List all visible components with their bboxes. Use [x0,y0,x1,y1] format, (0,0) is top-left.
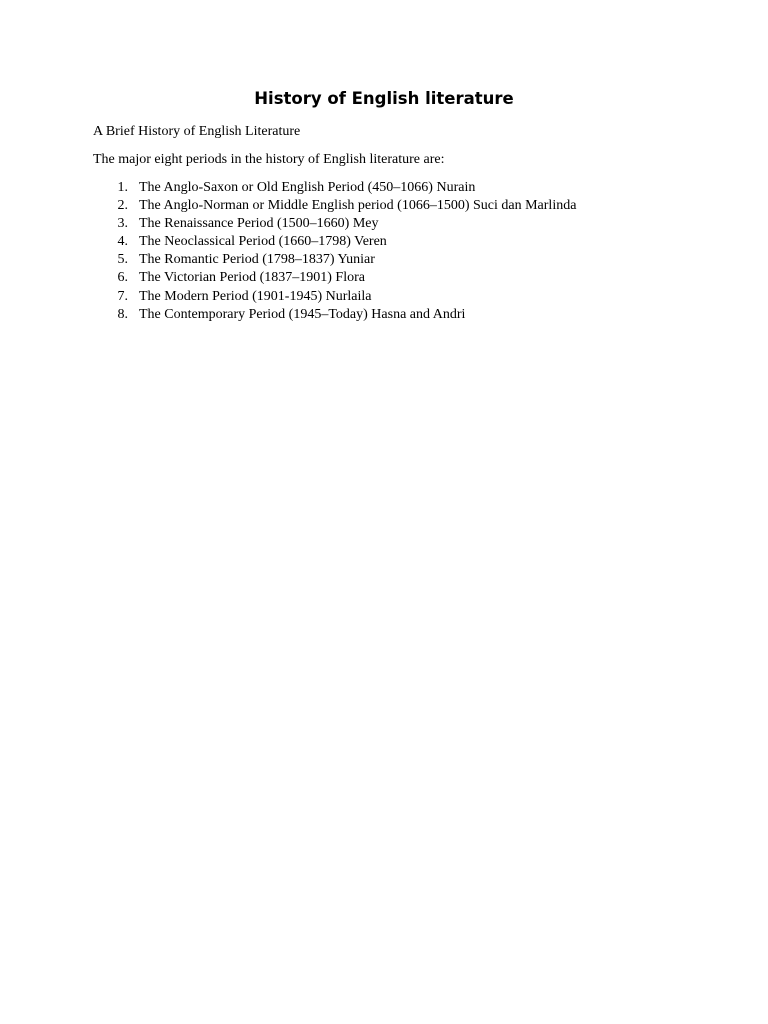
list-item-text: The Renaissance Period (1500–1660) Mey [139,216,379,232]
list-item-number: 6. [117,270,128,286]
list-item-number: 5. [117,252,128,268]
list-item-number: 2. [117,198,128,214]
list-item-text: The Anglo-Saxon or Old English Period (450–1066) Nurain [139,180,476,195]
list-item-text: The Victorian Period (1837–1901) Flora [139,270,365,286]
list-item-text: The Anglo-Norman or Middle English period (1066–1500) Suci dan Marlinda [139,198,577,214]
list-item-text: The Contemporary Period (1945–Today) Hasna and Andri [139,306,466,322]
document-title: History of English literature [254,89,514,108]
list-item-number: 3. [117,216,128,232]
list-item-number: 7. [117,288,128,304]
list-item-number: 8. [117,306,128,322]
list-item-number: 4. [117,234,128,250]
intro-paragraph: The major eight periods in the history of English literature are: [93,152,445,167]
list-item-text: The Neoclassical Period (1660–1798) Veren [139,234,387,250]
document-subtitle: A Brief History of English Literature [93,124,301,139]
list-item-number: 1. [117,180,128,195]
list-item-text: The Romantic Period (1798–1837) Yuniar [139,252,375,268]
list-item-text: The Modern Period (1901-1945) Nurlaila [139,288,372,304]
